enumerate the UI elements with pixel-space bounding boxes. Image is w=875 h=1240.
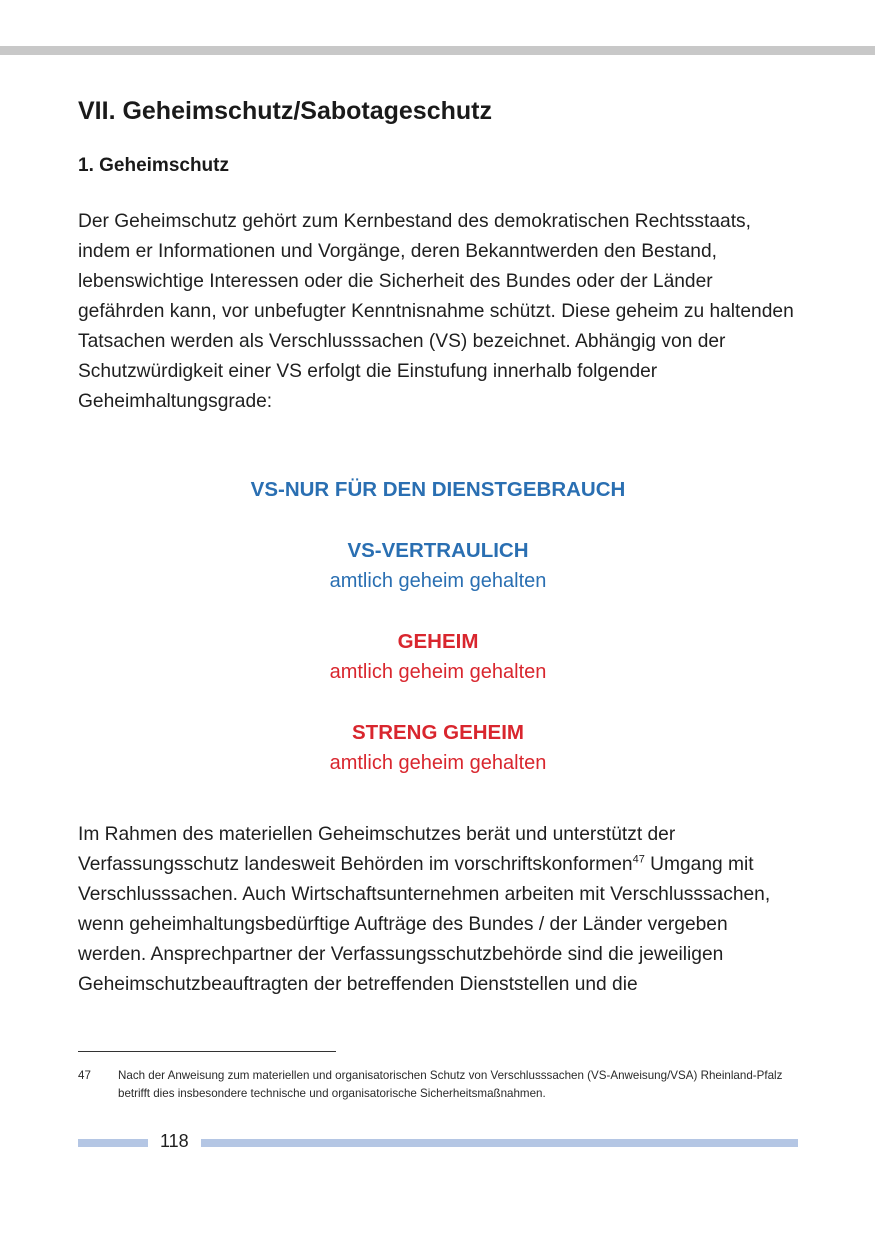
- level-name: VS-NUR FÜR DEN DIENSTGEBRAUCH: [250, 478, 626, 501]
- page-content: [78, 94, 798, 1000]
- level-vs-nfd: [78, 475, 798, 505]
- paragraph-text: Umgang mit Verschlusssachen. Auch Wirtschaftsunternehmen arbeiten mit Verschlusssachen, wenn geheimhaltungsbedürftige Aufträge des Bundes / der Länder vergeben werden. Ansprechpartner der Verfassungsschutzbehörde sind die jeweiligen Geheimschutzbeauftragten der betreffenden Dienststellen und die: [78, 854, 771, 995]
- section-heading: VII. Geheimschutz/Sabotageschutz: [78, 97, 492, 125]
- page-footer-bar-left: [78, 1139, 148, 1147]
- classification-levels: [78, 475, 798, 778]
- top-decorative-bar: [0, 46, 875, 55]
- level-subtitle: amtlich geheim gehalten: [329, 570, 547, 592]
- level-name: STRENG GEHEIM: [352, 721, 524, 744]
- level-subtitle: amtlich geheim gehalten: [329, 752, 547, 774]
- subsection-heading: 1. Geheimschutz: [78, 155, 229, 176]
- footnote: [78, 1067, 798, 1103]
- level-geheim: [78, 627, 798, 687]
- level-subtitle: amtlich geheim gehalten: [329, 661, 547, 683]
- intro-paragraph: Der Geheimschutz gehört zum Kernbestand des demokratischen Rechtsstaats, indem er Informationen und Vorgänge, deren Bekanntwerden den Bestand, lebenswichtige Interessen oder die Sicherheit des Bundes oder der Länder gefährden kann, vor unbefugter Kenntnisnahme schützt. Diese geheim zu haltenden Tatsachen werden als Verschlusssachen (VS) bezeichnet. Abhängig von der Schutzwürdigkeit einer VS erfolgt die Einstufung innerhalb folgender Geheimhaltungsgrade:: [78, 211, 794, 412]
- level-vs-vertraulich: [78, 536, 798, 596]
- footnote-number: 47: [78, 1069, 91, 1082]
- level-streng-geheim: [78, 718, 798, 778]
- footnote-divider: [78, 1051, 336, 1052]
- page-footer-bar-right: [201, 1139, 798, 1147]
- level-name: GEHEIM: [397, 630, 479, 653]
- page-number: 118: [160, 1131, 189, 1151]
- level-name: VS-VERTRAULICH: [347, 539, 529, 562]
- paragraph-text: Im Rahmen des materiellen Geheimschutzes berät und unterstützt der Verfassungsschutz landesweit Behörden im vorschriftskonformen: [78, 824, 676, 875]
- footnote-reference[interactable]: 47: [632, 853, 645, 866]
- footnote-text: Nach der Anweisung zum materiellen und organisatorischen Schutz von Verschlusssachen (VS-Anweisung/VSA) Rheinland-Pfalz betrifft dies insbesondere technische und organisatorische Sicherheitsmaßnahmen.: [118, 1069, 783, 1100]
- second-paragraph: [78, 820, 798, 1000]
